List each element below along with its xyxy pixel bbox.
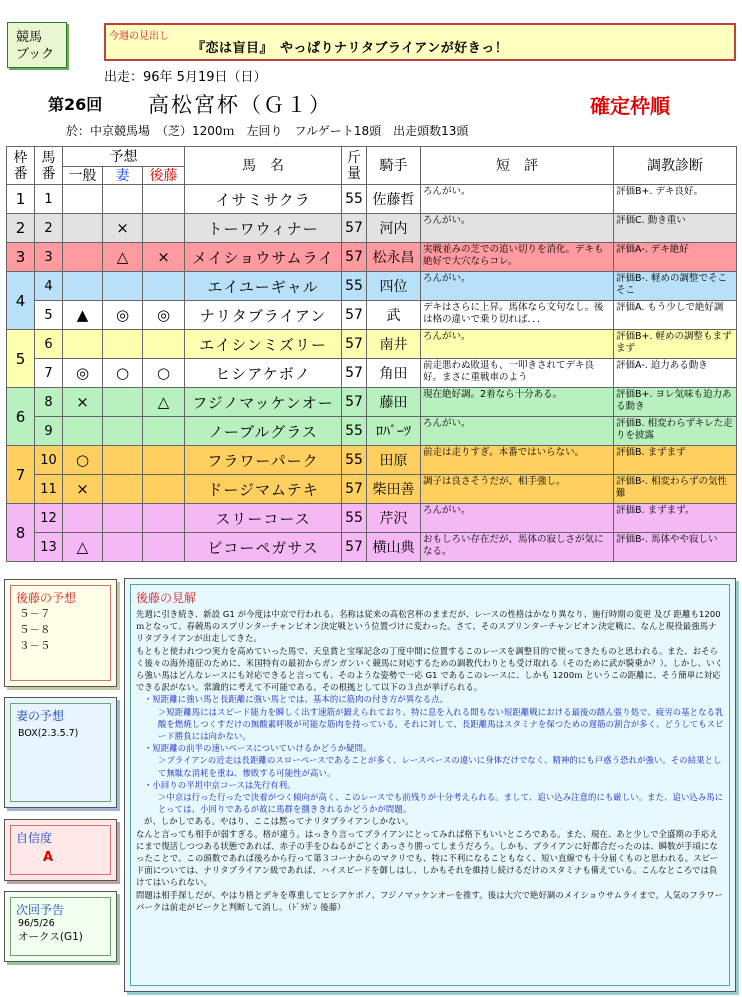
col-header-jockey: 騎手 bbox=[367, 147, 421, 185]
uma-cell: 7 bbox=[35, 359, 63, 388]
pred-wife-cell: ○ bbox=[103, 359, 143, 388]
comment-cell: ろんがい。 bbox=[421, 185, 614, 214]
weight-cell: 55 bbox=[342, 446, 367, 475]
race-date: 出走：96年 5月19日（日） bbox=[104, 70, 267, 85]
table-row bbox=[7, 243, 737, 272]
waku-cell: 4 bbox=[7, 272, 35, 330]
horse-name-cell: ドージマムテキ bbox=[185, 475, 342, 504]
col-header-general: 一般 bbox=[63, 167, 103, 185]
goto-prediction-line: ５－７ bbox=[19, 608, 51, 620]
next-preview-race: オークス(G1) bbox=[18, 931, 83, 943]
uma-cell: 5 bbox=[35, 301, 63, 330]
pred-goto-cell: △ bbox=[143, 388, 185, 417]
weight-cell: 57 bbox=[342, 388, 367, 417]
horse-name-cell: エイユーギャル bbox=[185, 272, 342, 301]
comment-cell: 実戦並みの芝での追い切りを消化。デキも絶好で大穴ならコレ。 bbox=[421, 243, 614, 272]
horse-name-cell: トーワウィナー bbox=[185, 214, 342, 243]
goto-prediction-line: ３－５ bbox=[19, 640, 51, 652]
uma-cell: 2 bbox=[35, 214, 63, 243]
col-header-goto: 後藤 bbox=[143, 167, 185, 185]
pred-general-cell: ▲ bbox=[63, 301, 103, 330]
horse-name-cell: メイショウサムライ bbox=[185, 243, 342, 272]
table-row bbox=[7, 272, 737, 301]
pred-general-cell: ○ bbox=[63, 446, 103, 475]
horse-name-cell: ナリタブライアン bbox=[185, 301, 342, 330]
comment-cell: ろんがい。 bbox=[421, 330, 614, 359]
uma-cell: 12 bbox=[35, 504, 63, 533]
training-cell: 評価A. もう少しで絶好調 bbox=[614, 301, 737, 330]
table-row bbox=[7, 388, 737, 417]
headline-label: 今週の見出し bbox=[109, 31, 169, 42]
weight-cell: 55 bbox=[342, 504, 367, 533]
comment-cell: ろんがい。 bbox=[421, 417, 614, 446]
uma-cell: 10 bbox=[35, 446, 63, 475]
pred-wife-cell: △ bbox=[103, 243, 143, 272]
analysis-title: 後藤の見解 bbox=[136, 591, 197, 605]
training-cell: 評価B+. デキ良好。 bbox=[614, 185, 737, 214]
comment-cell: 前走は走りすぎ。本番ではいらない。 bbox=[421, 446, 614, 475]
jockey-cell: 柴田善 bbox=[367, 475, 421, 504]
col-header-comment: 短 評 bbox=[421, 147, 614, 185]
confidence-title: 自信度 bbox=[16, 831, 53, 845]
pred-wife-cell bbox=[103, 185, 143, 214]
pred-general-cell: × bbox=[63, 475, 103, 504]
goto-prediction-box bbox=[4, 579, 117, 687]
waku-cell: 5 bbox=[7, 330, 35, 388]
comment-cell: おもしろい存在だが、馬体の寂しさが気になる。 bbox=[421, 533, 614, 562]
waku-cell: 6 bbox=[7, 388, 35, 446]
race-name: 高松宮杯（Ｇ１） bbox=[148, 93, 332, 117]
pred-general-cell bbox=[63, 417, 103, 446]
horse-name-cell: イサミサクラ bbox=[185, 185, 342, 214]
jockey-cell: 芹沢 bbox=[367, 504, 421, 533]
weight-cell: 57 bbox=[342, 475, 367, 504]
analysis-paragraph: ・短距離に強い馬と長距離に強い馬とでは、基本的に筋肉の付き方が異なる点。 bbox=[144, 694, 449, 705]
jockey-cell: 四位 bbox=[367, 272, 421, 301]
analysis-paragraph: ・小回りの平坦中京コースは先行有利。 bbox=[144, 779, 296, 790]
waku-cell: 3 bbox=[7, 243, 35, 272]
horse-name-cell: フジノマッケンオー bbox=[185, 388, 342, 417]
weight-cell: 57 bbox=[342, 330, 367, 359]
jockey-cell: 横山典 bbox=[367, 533, 421, 562]
status-label: 確定枠順 bbox=[590, 94, 670, 118]
analysis-paragraph: なんと言っても相手が弱すぎる。格が違う。はっきり言ってブライアンにとってみれば格下もいいところである。また、現在、あと少しで全盛期の手応えにまで復活しつつある状態であれば、赤子の手をひねるがごとくあっさり勝ってしまうだろう。しかも、ブライアンに好都合だったのは、瞬数が手頃になったことで、この頭数であれば後ろから行って第３コーナからのマクリでも、特に不利になることもなく、短い直線でも十分届くものと思われる。スピード面については、ナリタブライアン級であれば、ハイスピードを御しはし、しかもそれを維持し続けるだけのスタミナも備えている。こんなところでは負けてはいられない。 bbox=[136, 828, 719, 888]
jockey-cell: 角田 bbox=[367, 359, 421, 388]
pred-goto-cell: ◎ bbox=[143, 301, 185, 330]
confidence-value: A bbox=[43, 850, 54, 865]
training-cell: 評価B-. 相変わらずの気性難 bbox=[614, 475, 737, 504]
analysis-paragraph: ＞ブライアンの近走は長距離のスローペースであることが多く、レースペースの違いに身体だけでなく、精神的にも戸惑う恐れが強い。その結果として無駄な消耗を重ね、惨敗する可能性が高い。 bbox=[158, 755, 722, 778]
analysis-paragraph: ＞短距離馬にはスピード能力を瞬しく出す速筋が鍛えられており、特に息を入れる間もない短距離戦における最後の踏ん張り処で、疲労の基となる乳酸を燃焼しつくすだけの無酸素呼吸が可能な筋肉を持っている。それに対して、長距離馬はスタミナを保つための遅筋の割合が多く、どうしてもスピード勝負には向かない。 bbox=[158, 706, 724, 742]
comment-cell: ろんがい。 bbox=[421, 272, 614, 301]
analysis-body bbox=[136, 608, 724, 913]
jockey-cell: 武 bbox=[367, 301, 421, 330]
goto-prediction-line: ５－８ bbox=[19, 624, 51, 636]
table-row bbox=[7, 301, 737, 330]
table-row bbox=[7, 185, 737, 214]
uma-cell: 8 bbox=[35, 388, 63, 417]
pred-goto-cell bbox=[143, 533, 185, 562]
pred-goto-cell bbox=[143, 475, 185, 504]
analysis-paragraph: 問題は相手探しだが、やはり格とデキを尊重してヒシアケボノ、フジノマッケンオーを推す。後は大穴で絶好調のメイショウサムライまで。人気のフラワーパークは前走がピークと判断して消し。（ﾄﾞﾗｶﾞﾝ 後藤） bbox=[136, 889, 724, 912]
analysis-paragraph: ・短距離の前半の速いペースについていけるかどうか疑問。 bbox=[144, 743, 372, 754]
horse-name-cell: ノーブルグラス bbox=[185, 417, 342, 446]
table-row bbox=[7, 533, 737, 562]
table-row bbox=[7, 359, 737, 388]
pred-goto-cell: ○ bbox=[143, 359, 185, 388]
col-header-weight: 斤量 bbox=[342, 147, 367, 185]
analysis-paragraph: が、しかしである。やはり、ここは黙ってナリタブライアンしかない。 bbox=[144, 816, 414, 827]
waku-cell: 2 bbox=[7, 214, 35, 243]
horse-name-cell: ビコーペガサス bbox=[185, 533, 342, 562]
jockey-cell: 藤田 bbox=[367, 388, 421, 417]
pred-general-cell bbox=[63, 214, 103, 243]
next-preview-title: 次回予告 bbox=[16, 903, 65, 917]
pred-wife-cell bbox=[103, 388, 143, 417]
training-cell: 評価B-. 馬体やや寂しい bbox=[614, 533, 737, 562]
pred-goto-cell: × bbox=[143, 243, 185, 272]
weight-cell: 57 bbox=[342, 359, 367, 388]
training-cell: 評価A-. デキ絶好 bbox=[614, 243, 737, 272]
entry-table bbox=[6, 146, 737, 562]
next-preview-date: 96/5/26 bbox=[18, 918, 55, 929]
weight-cell: 57 bbox=[342, 214, 367, 243]
uma-cell: 1 bbox=[35, 185, 63, 214]
waku-cell: 8 bbox=[7, 504, 35, 562]
pred-wife-cell bbox=[103, 417, 143, 446]
pred-wife-cell: × bbox=[103, 214, 143, 243]
analysis-paragraph: 先週に引き続き、新設 G1 が今度は中京で行われる。名称は従来の高松宮杯のままだが、レースの性格はかなり異なり、施行時期の変更 及び 距離も1200ｍとなって、春競馬のスプリンターチャンピオン決定戦という位置づけに変わった。さて、そのスプリンターチャンピオン決定戦に、なんと現役最強馬ナリタブライアンが出走してきた。 bbox=[136, 609, 721, 644]
pred-wife-cell bbox=[103, 475, 143, 504]
analysis-paragraph: ＞中京は行った行ったで決着がつく傾向が高く、このレースでも前残りが十分考えられる。まして、追い込み注意的にも厳しい。また、追い込み馬にとっては、小回りであるが故に馬群を捌ききれるかどうかが問題。 bbox=[158, 792, 724, 815]
weight-cell: 55 bbox=[342, 272, 367, 301]
training-cell: 評価B+. ヨレ気味も迫力ある動き bbox=[614, 388, 737, 417]
pred-general-cell bbox=[63, 185, 103, 214]
uma-cell: 13 bbox=[35, 533, 63, 562]
col-header-horse-name: 馬 名 bbox=[185, 147, 342, 185]
jockey-cell: 田原 bbox=[367, 446, 421, 475]
table-row bbox=[7, 214, 737, 243]
table-row bbox=[7, 446, 737, 475]
race-info: 於：中京競馬場 （芝）1200ｍ 左回り フルゲート18頭 出走頭数13頭 bbox=[66, 124, 469, 138]
pred-general-cell bbox=[63, 243, 103, 272]
comment-cell: 調子は良さそうだが、相手強し。 bbox=[421, 475, 614, 504]
uma-cell: 11 bbox=[35, 475, 63, 504]
col-header-prediction: 予想 bbox=[63, 147, 185, 167]
training-cell: 評価C. 動き重い bbox=[614, 214, 737, 243]
goto-prediction-title: 後藤の予想 bbox=[16, 591, 77, 605]
pred-goto-cell bbox=[143, 446, 185, 475]
weight-cell: 57 bbox=[342, 301, 367, 330]
jockey-cell: 佐藤哲 bbox=[367, 185, 421, 214]
pred-goto-cell bbox=[143, 214, 185, 243]
pred-general-cell bbox=[63, 330, 103, 359]
pred-wife-cell bbox=[103, 330, 143, 359]
waku-cell: 7 bbox=[7, 446, 35, 504]
pred-goto-cell bbox=[143, 185, 185, 214]
jockey-cell: 河内 bbox=[367, 214, 421, 243]
comment-cell: 前走悪わぬ敗退も、一叩きされてデキ良好。まさに重戦車のよう bbox=[421, 359, 614, 388]
pred-general-cell bbox=[63, 272, 103, 301]
table-row bbox=[7, 330, 737, 359]
weekly-headline-box bbox=[104, 23, 736, 61]
uma-cell: 3 bbox=[35, 243, 63, 272]
headline-text: 『恋は盲目』 やっぱりナリタブライアンが好きっ！ bbox=[192, 41, 509, 56]
jockey-cell: 南井 bbox=[367, 330, 421, 359]
pred-wife-cell bbox=[103, 504, 143, 533]
weight-cell: 55 bbox=[342, 417, 367, 446]
training-cell: 評価B. 相変わらずキレた走りを披露 bbox=[614, 417, 737, 446]
waku-cell: 1 bbox=[7, 185, 35, 214]
logo-line-1: 競馬 bbox=[16, 30, 43, 45]
pred-general-cell: △ bbox=[63, 533, 103, 562]
next-preview-box bbox=[4, 891, 117, 962]
comment-cell: ろんがい。 bbox=[421, 504, 614, 533]
uma-cell: 6 bbox=[35, 330, 63, 359]
pred-general-cell bbox=[63, 504, 103, 533]
analysis-paragraph: もともと使われつつ実力を高めていった馬で、天皇賞と宝塚記念の丁度中間に位置するこのレースを調整目的で使ってきたものと思われる。また、おそらく後々の海外遠征のために、米国特有の最初からガンガンいく競馬に対応するための調教代わりとも受け取れる（そのために武が騎乗か？）。しかし、いくら強い馬はどんなレースにも対応できると言っても、そのような姿勢で一応 G1 であるこのレースに、しかも 1200ｍ というこの距離に、そう簡単に対応できる訳がない。常識的に考えて不可能である。その根拠として以下の３点が挙げられる。 bbox=[136, 645, 724, 693]
training-cell: 評価A-. 迫力ある動き bbox=[614, 359, 737, 388]
pred-goto-cell bbox=[143, 330, 185, 359]
race-number: 第26回 bbox=[48, 95, 103, 114]
horse-name-cell: エイシンミズリー bbox=[185, 330, 342, 359]
logo-line-2: ブック bbox=[16, 47, 55, 62]
uma-cell: 4 bbox=[35, 272, 63, 301]
comment-cell: 現在絶好調。2着なら十分ある。 bbox=[421, 388, 614, 417]
uma-cell: 9 bbox=[35, 417, 63, 446]
wife-prediction-box bbox=[4, 697, 117, 808]
pred-wife-cell bbox=[103, 446, 143, 475]
horse-name-cell: スリーコース bbox=[185, 504, 342, 533]
col-header-wife: 妻 bbox=[103, 167, 143, 185]
comment-cell: ろんがい。 bbox=[421, 214, 614, 243]
comment-cell: デキはさらに上昇。馬体なら文句なし。後は格の違いで乗り切れば．．． bbox=[421, 301, 614, 330]
table-row bbox=[7, 504, 737, 533]
pred-goto-cell bbox=[143, 417, 185, 446]
col-header-training: 調教診断 bbox=[614, 147, 737, 185]
pred-wife-cell bbox=[103, 533, 143, 562]
training-cell: 評価B. まずまず bbox=[614, 446, 737, 475]
table-row bbox=[7, 475, 737, 504]
jockey-cell: ﾛﾊﾞｰﾂ bbox=[367, 417, 421, 446]
weight-cell: 57 bbox=[342, 243, 367, 272]
training-cell: 評価B. まずまず。 bbox=[614, 504, 737, 533]
wife-prediction-line: BOX(2.3.5.7) bbox=[18, 728, 79, 739]
weight-cell: 55 bbox=[342, 185, 367, 214]
col-header-waku: 枠番 bbox=[7, 147, 35, 185]
confidence-box bbox=[4, 819, 117, 881]
col-header-uma: 馬番 bbox=[35, 147, 63, 185]
pred-general-cell: ◎ bbox=[63, 359, 103, 388]
goto-analysis-box bbox=[124, 578, 736, 992]
training-cell: 評価B+. 軽めの調整もまずまず bbox=[614, 330, 737, 359]
training-cell: 評価B-. 軽めの調整でそこそこ bbox=[614, 272, 737, 301]
horse-name-cell: フラワーパーク bbox=[185, 446, 342, 475]
horse-name-cell: ヒシアケボノ bbox=[185, 359, 342, 388]
keiba-book-logo bbox=[7, 22, 67, 68]
weight-cell: 57 bbox=[342, 533, 367, 562]
wife-prediction-title: 妻の予想 bbox=[16, 709, 65, 723]
pred-goto-cell bbox=[143, 504, 185, 533]
pred-goto-cell bbox=[143, 272, 185, 301]
pred-wife-cell bbox=[103, 272, 143, 301]
pred-general-cell: × bbox=[63, 388, 103, 417]
pred-wife-cell: ◎ bbox=[103, 301, 143, 330]
jockey-cell: 松永昌 bbox=[367, 243, 421, 272]
table-row bbox=[7, 417, 737, 446]
